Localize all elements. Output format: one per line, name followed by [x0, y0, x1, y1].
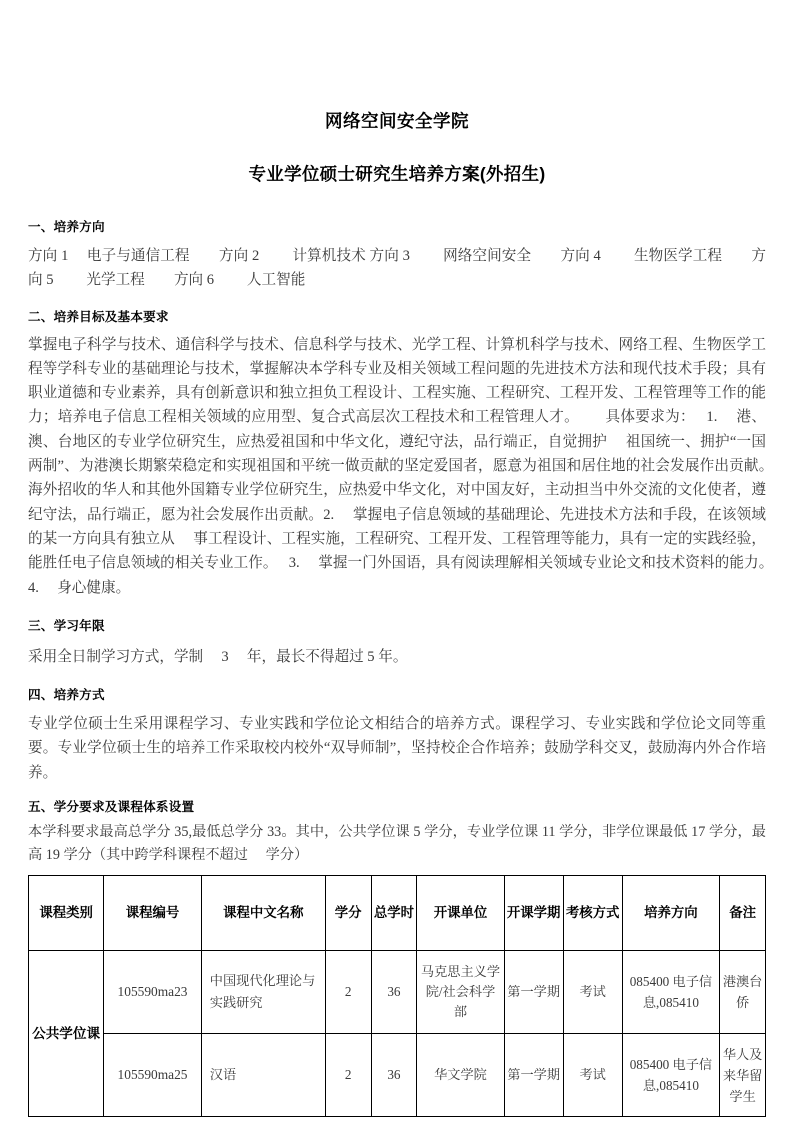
column-header-credit: 学分 [325, 876, 371, 951]
cell-term: 第一学期 [504, 1034, 563, 1117]
section-body-objectives: 掌握电子科学与技术、通信科学与技术、信息科学与技术、光学工程、计算机科学与技术、网络工程、生物医学工程等学科专业的基础理论与技术，掌握解决本学科专业及相关领域工程问题的先进技术方法和现代技术手段；具有职业道德和专业素养，具有创新意识和独立担负工程设计、工程实施、工程研究、工程开发、工程管理等工作的能力；培养电子信息工程相关领域的应用型、复合式高层次工程技术和工程管理人才。 具体要求为： 1. 港、澳、台地区的专业学位研究生，应热爱祖国和中华文化，遵纪守法，品行端正，自觉拥护 祖国统一、拥护“一国两制”、为港澳长期繁荣稳定和实现祖国和平统一做贡献的坚定爱国者，愿意为祖国和居住地的社会发展作出贡献。 海外招收的华人和其他外国籍专业学位研究生，应热爱中华文化，对中国友好，主动担当中外交流的文化使者，遵纪守法，品行端正，愿为社会发展作出贡献。2. 掌握电子信息领域的基础理论、先进技术方法和手段，在该领域的某一方向具有独立从 事工程设计、工程实施，工程研究、工程开发、工程管理等能力，具有一定的实践经验，能胜任电子信息领域的相关专业工作。 3. 掌握一门外国语，具有阅读理解相关领域专业论文和技术资料的能力。 4. 身心健康。 [28, 336, 785, 596]
table-row [29, 951, 766, 1034]
document-title-primary: 网络空间安全学院 [325, 111, 469, 131]
cell-course-code: 105590ma25 [104, 1034, 202, 1117]
cell-remark: 华人及来华留学生 [720, 1034, 766, 1117]
section-heading-objectives: 二、培养目标及基本要求 [28, 309, 169, 324]
cell-remark: 港澳台侨 [720, 951, 766, 1034]
cell-term: 第一学期 [504, 951, 563, 1034]
section-body-credit-requirements: 本学科要求最高总学分 35,最低总学分 33。其中，公共学位课 5 学分，专业学位课 11 学分，非学位课最低 17 学分，最高 19 学分（其中跨学科课程不超过 学分） [28, 824, 766, 863]
cell-training-direction: 085400 电子信息,085410 [622, 1034, 720, 1117]
section-heading-credit-requirements: 五、学分要求及课程体系设置 [28, 800, 195, 815]
document-content [28, 0, 785, 1117]
column-header-name: 课程中文名称 [201, 876, 325, 951]
cell-credit: 2 [325, 1034, 371, 1117]
cell-exam-method: 考试 [563, 1034, 622, 1117]
table-header-row [29, 876, 766, 951]
section-heading-training-directions: 一、培养方向 [28, 220, 105, 234]
section-heading-training-mode: 四、培养方式 [28, 688, 105, 703]
cell-credit: 2 [325, 951, 371, 1034]
document-title-secondary: 专业学位硕士研究生培养方案(外招生) [248, 164, 546, 184]
cell-total-hours: 36 [371, 951, 417, 1034]
column-header-remark: 备注 [720, 876, 766, 951]
cell-course-name: 汉语 [201, 1034, 325, 1117]
table-row [29, 1034, 766, 1117]
section-heading-study-duration: 三、学习年限 [28, 618, 105, 633]
cell-course-name: 中国现代化理论与实践研究 [201, 951, 325, 1034]
column-header-exam: 考核方式 [563, 876, 622, 951]
cell-total-hours: 36 [371, 1034, 417, 1117]
column-header-category: 课程类别 [29, 876, 104, 951]
column-header-hours: 总学时 [371, 876, 417, 951]
cell-category: 公共学位课 [29, 951, 104, 1117]
column-header-term: 开课学期 [504, 876, 563, 951]
cell-offering-unit: 马克思主义学院/社会科学部 [417, 951, 504, 1034]
course-table [28, 875, 766, 1117]
cell-course-code: 105590ma23 [104, 951, 202, 1034]
section-body-training-mode: 专业学位硕士生采用课程学习、专业实践和学位论文相结合的培养方式。课程学习、专业实践和学位论文同等重要。专业学位硕士生的培养工作采取校内校外“双导师制”，坚持校企合作培养；鼓励学科交叉，鼓励海内外合作培养。 [28, 716, 766, 781]
section-body-study-duration: 采用全日制学习方式，学制 3 年，最长不得超过 5 年。 [28, 648, 408, 665]
column-header-unit: 开课单位 [417, 876, 504, 951]
cell-offering-unit: 华文学院 [417, 1034, 504, 1117]
section-body-training-directions: 方向 1 电子与通信工程 方向 2 计算机技术 方向 3 网络空间安全 方向 4 生物医学工程 方向 5 光学工程 方向 6 人工智能 [28, 248, 766, 289]
cell-training-direction: 085400 电子信息,085410 [622, 951, 720, 1034]
column-header-code: 课程编号 [104, 876, 202, 951]
column-header-direction: 培养方向 [622, 876, 720, 951]
cell-exam-method: 考试 [563, 951, 622, 1034]
